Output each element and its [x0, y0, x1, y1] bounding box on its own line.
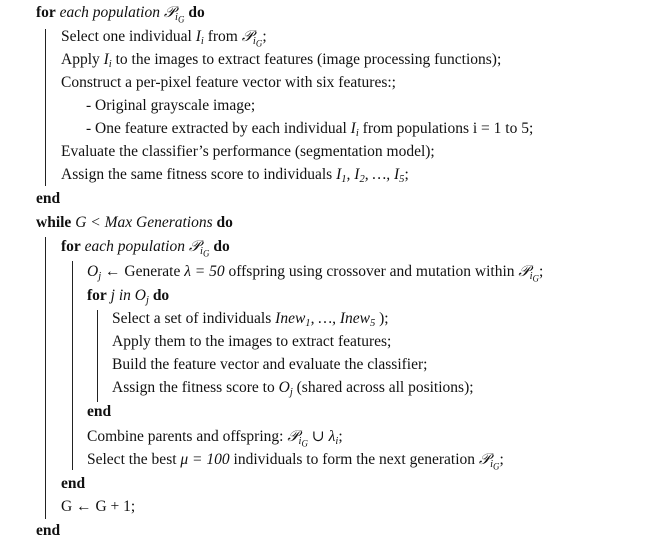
text: ; — [499, 451, 504, 468]
while-condition: G < Max Generations — [75, 214, 213, 231]
text: ; — [338, 428, 343, 445]
scope-bar-for-j — [97, 310, 98, 402]
end-while: end — [36, 522, 61, 539]
generate-line — [87, 262, 543, 282]
lambda-math: λ = 50 — [184, 263, 225, 280]
set-letter: O — [134, 287, 146, 304]
j-var: j — [110, 287, 115, 304]
text: Apply them to the images to extract features; — [112, 333, 392, 350]
offspring-symbol: $O_j$ — [278, 379, 293, 399]
assign-score-line — [112, 378, 474, 398]
text: ); — [375, 310, 389, 327]
for-text: each population — [59, 4, 160, 21]
evaluate-line — [61, 142, 435, 162]
scope-bar-while — [45, 237, 46, 519]
kw-for: for — [36, 4, 56, 21]
text: - Original grayscale image; — [86, 97, 256, 114]
individuals-list: $I_1$, $I_2$, …, $I_5$ — [336, 166, 405, 186]
text: Build the feature vector and evaluate the classifier; — [112, 356, 428, 373]
bullet-line-2 — [86, 119, 533, 139]
kw-while: while — [36, 214, 72, 231]
text: ← Generate — [101, 263, 185, 280]
select-best-line — [87, 450, 504, 470]
text: (shared across all positions); — [292, 379, 474, 396]
apply-line — [61, 50, 501, 70]
text: - One feature extracted by each individual — [86, 120, 351, 137]
while-line — [36, 213, 233, 233]
scope-bar-inner-for — [72, 261, 73, 470]
population-symbol: 𝒫$_{i_G}$ — [188, 238, 210, 259]
kw-in: in — [118, 287, 131, 304]
increment-line — [61, 497, 135, 517]
offspring-set: $O_j$ — [134, 287, 149, 307]
kw-do: do — [213, 238, 230, 255]
text: offspring using crossover and mutation within — [224, 263, 519, 280]
text: Select the best — [87, 451, 181, 468]
text: Apply — [61, 51, 104, 68]
scope-bar-for-1 — [45, 29, 46, 186]
text: Evaluate the classifier’s performance (segmentation model); — [61, 143, 435, 160]
population-symbol: 𝒫$_{i_G}$ — [478, 451, 500, 472]
build-line — [112, 355, 427, 375]
construct-line — [61, 73, 396, 93]
text: ; — [262, 28, 267, 45]
individual-symbol: $I_i$ — [350, 120, 359, 140]
select-one-line — [61, 27, 267, 47]
for-j-line — [87, 286, 169, 306]
kw-for: for — [61, 238, 81, 255]
kw-do: do — [152, 287, 170, 304]
apply-them-line — [112, 332, 391, 352]
individual-symbol: $I_i$ — [103, 51, 112, 71]
population-symbol: 𝒫$_{i_G}$ — [241, 28, 263, 49]
end-for-j: end — [87, 403, 112, 420]
text: G ← G + 1; — [61, 498, 136, 515]
inew-list: Inew$_1$, …, Inew$_5$ — [275, 310, 376, 330]
text: Select one individual — [61, 28, 196, 45]
text: individuals to form the next generation — [229, 451, 479, 468]
text: ; — [404, 166, 409, 183]
inner-for-line — [61, 237, 230, 257]
kw-do: do — [188, 4, 205, 21]
text: Assign the same fitness score to individuals — [61, 166, 337, 183]
text: from — [203, 28, 242, 45]
union-expr: 𝒫$_{i_G}$ ∪ $\lambda_i$ — [287, 428, 339, 449]
kw-do: do — [216, 214, 233, 231]
text: Construct a per-pixel feature vector with six features:; — [61, 74, 396, 91]
population-symbol: 𝒫$_{i_G}$ — [163, 4, 185, 25]
text: from populations — [358, 120, 473, 137]
population-symbol: 𝒫$_{i_G}$ — [518, 263, 539, 284]
bullet-line-1 — [86, 96, 255, 116]
for-text: each population — [84, 238, 185, 255]
for-population-line — [36, 3, 205, 23]
text: Select a set of individuals — [112, 310, 276, 327]
select-set-line — [112, 309, 389, 329]
text: to the images to extract features (image processing functions); — [111, 51, 502, 68]
kw-for: for — [87, 287, 107, 304]
assign-same-line — [61, 165, 409, 185]
end-for-1: end — [36, 190, 61, 207]
text: Assign the fitness score to — [112, 379, 279, 396]
end-inner-for: end — [61, 475, 86, 492]
individual-symbol: $I_i$ — [195, 28, 204, 48]
text: ; — [539, 263, 544, 280]
text: Combine parents and offspring: — [87, 428, 288, 445]
combine-line — [87, 427, 343, 447]
mu-math: μ = 100 — [180, 451, 230, 468]
offspring-symbol: $O_j$ — [87, 263, 102, 283]
range-math: i = 1 to 5; — [472, 120, 534, 137]
